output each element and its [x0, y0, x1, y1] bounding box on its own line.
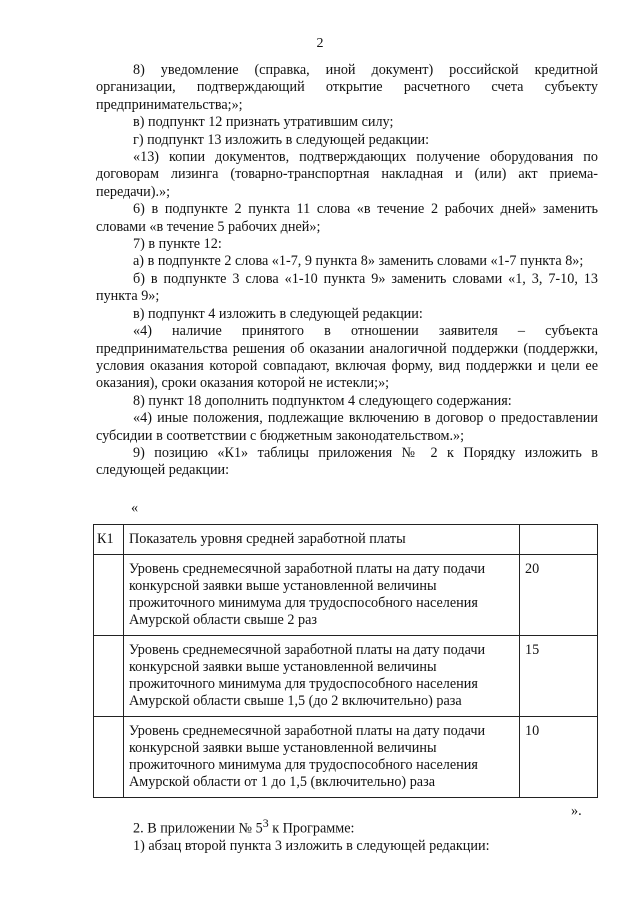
table-code-cell [94, 717, 124, 798]
quote-close: ». [571, 803, 582, 819]
table-score-cell: 15 [520, 636, 598, 717]
paragraph-6: 6) в подпункте 2 пункта 11 слова «в течение 2 рабочих дней» заменить словами «в течение 5 рабочих дней»; [96, 201, 598, 235]
paragraph-2 [96, 815, 598, 838]
table-code-cell [94, 636, 124, 717]
table-code-cell [94, 555, 124, 636]
paragraph-v: в) подпункт 12 признать утратившим силу; [133, 114, 394, 131]
table-score-cell [520, 525, 598, 555]
document-body [96, 62, 598, 480]
paragraph-9: 9) позицию «К1» таблицы приложения № 2 к Порядку изложить в следующей редакции: [96, 444, 598, 479]
paragraph-2-text: 2. В приложении № 5 [133, 820, 263, 837]
paragraph-7v: в) подпункт 4 изложить в следующей редакции: [133, 305, 423, 322]
indicator-table [93, 524, 598, 798]
table-row [94, 636, 598, 717]
paragraph-2-text-end: к Программе: [268, 820, 355, 837]
table-score-cell: 20 [520, 555, 598, 636]
paragraph-4b: «4) иные положения, подлежащие включению в договор о предоставлении субсидии в соответствии с бюджетным законодательством.»; [96, 410, 598, 444]
table-row [94, 717, 598, 798]
document-body-continued [96, 815, 598, 856]
table-text-cell: Уровень среднемесячной заработной платы на дату подачи конкурсной заявки выше установленной величины прожиточного минимума для трудоспособного населения Амурской области свыше 2 раз [124, 555, 520, 636]
superscript: 3 [262, 816, 269, 830]
table-name-cell: Показатель уровня средней заработной платы [124, 525, 520, 555]
paragraph-8-notice: 8) уведомление (справка, иной документ) российской кредитной организации, подтверждающий открытие расчетного счета субъекту предпринимательства;»; [96, 62, 598, 113]
paragraph-7a: а) в подпункте 2 слова «1-7, 9 пункта 8» заменить словами «1-7 пункта 8»; [133, 253, 584, 270]
paragraph-8b: 8) пункт 18 дополнить подпунктом 4 следующего содержания: [133, 392, 512, 409]
table-row [94, 555, 598, 636]
table-header-row [94, 525, 598, 555]
table-code-cell: К1 [94, 525, 124, 555]
paragraph-g: г) подпункт 13 изложить в следующей редакции: [133, 131, 430, 148]
paragraph-13: «13) копии документов, подтверждающих получение оборудования по договорам лизинга (товарно-транспортная накладная и (или) акт приема-передачи).»; [96, 149, 598, 200]
paragraph-4a: «4) наличие принятого в отношении заявителя – субъекта предпринимательства решения об оказании аналогичной поддержки (поддержки, условия оказания которой совпадают, включая форму, вид поддержки и цели ее оказания), сроки оказания которой не истекли;»; [96, 323, 598, 392]
quote-open: « [131, 500, 139, 516]
paragraph-2-1: 1) абзац второй пункта 3 изложить в следующей редакции: [133, 838, 490, 855]
table-text-cell: Уровень среднемесячной заработной платы на дату подачи конкурсной заявки выше установленной величины прожиточного минимума для трудоспособного населения Амурской области свыше 1,5 (до 2 включительно) раза [124, 636, 520, 717]
paragraph-7b: б) в подпункте 3 слова «1-10 пункта 9» заменить словами «1, 3, 7-10, 13 пункта 9»; [96, 270, 598, 305]
table-score-cell: 10 [520, 717, 598, 798]
table-text-cell: Уровень среднемесячной заработной платы на дату подачи конкурсной заявки выше установленной величины прожиточного минимума для трудоспособного населения Амурской области от 1 до 1,5 (включительно) раза [124, 717, 520, 798]
page-number: 2 [316, 36, 324, 51]
paragraph-7: 7) в пункте 12: [133, 236, 222, 253]
